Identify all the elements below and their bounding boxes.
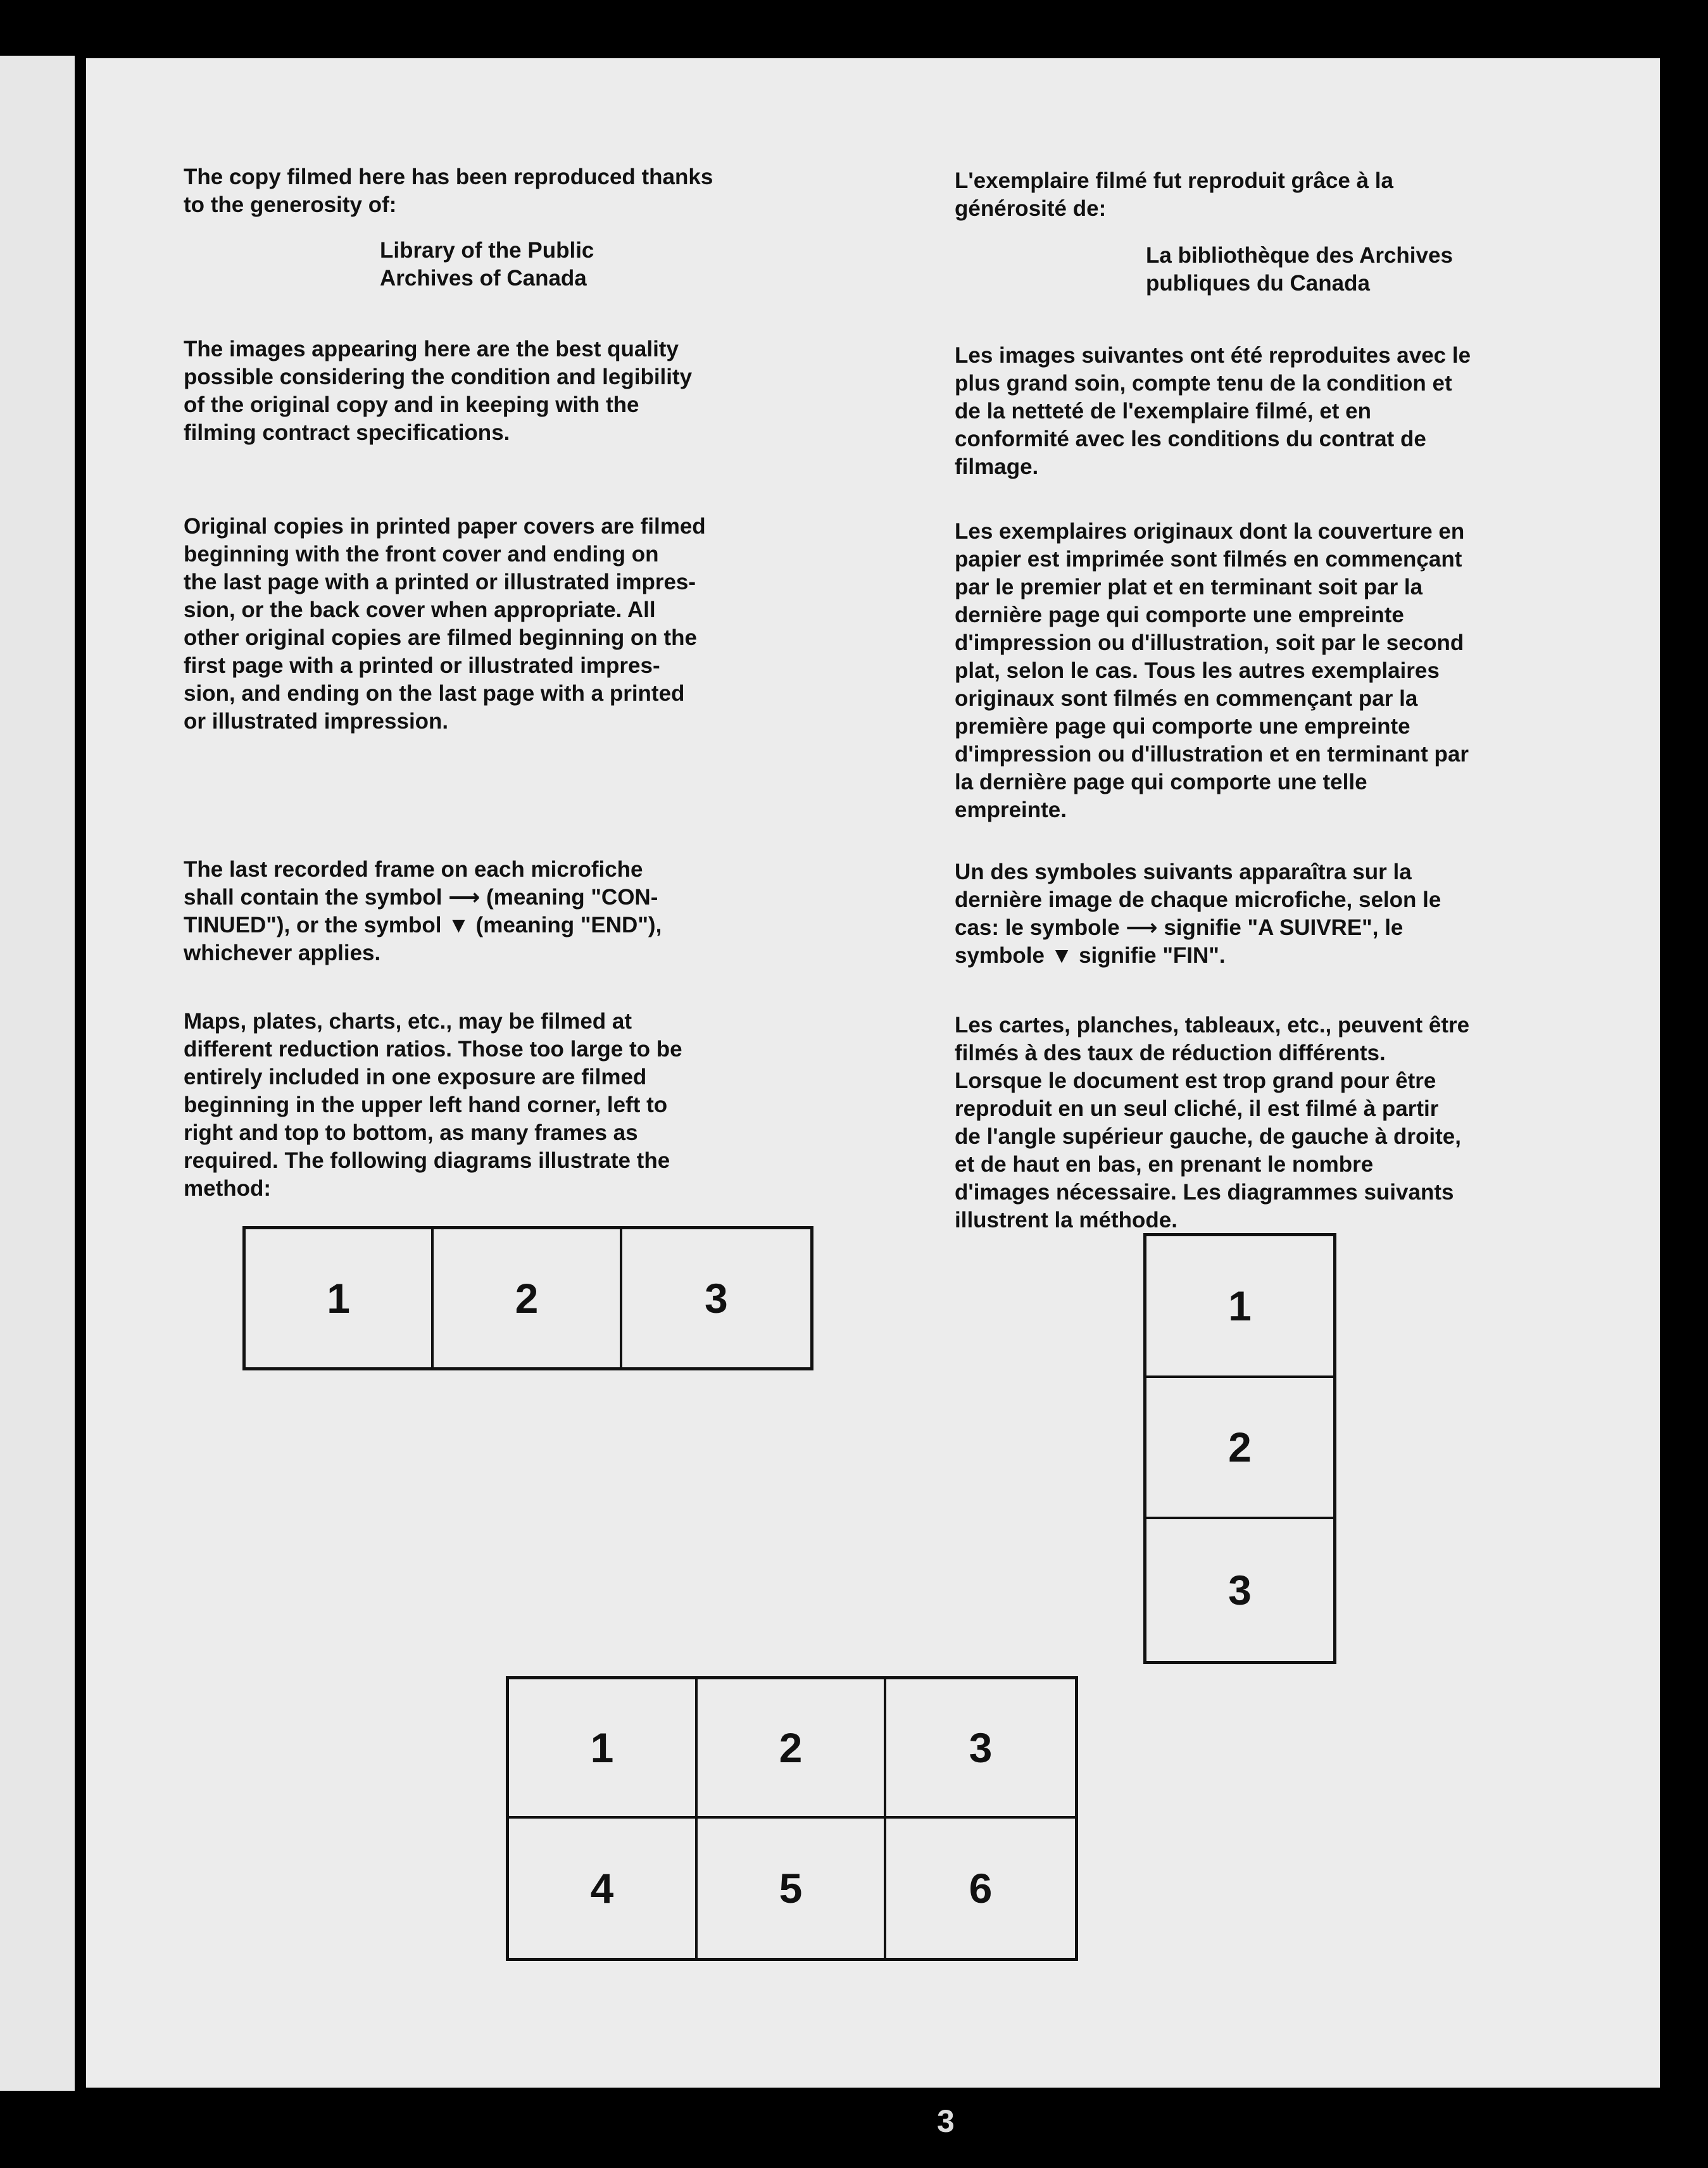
english-library: Library of the Public Archives of Canada (380, 238, 594, 291)
english-column (184, 163, 855, 219)
french-column (955, 167, 1626, 223)
french-originals-block (955, 518, 1638, 824)
adjacent-page-edge (0, 56, 75, 2091)
frame-cell: 1 (509, 1679, 698, 1819)
english-quality-paragraph: The images appearing here are the best quality possible considering the condition and legibility of the original copy and in keeping with the filming contract specifications. (184, 337, 693, 445)
english-symbols-paragraph: The last recorded frame on each microfiche shall contain the symbol ⟶ (meaning "CON- TINUED"), or the symbol ▼ (meaning "END"), whichever applies. (184, 857, 662, 965)
english-symbols-block (184, 856, 855, 967)
frame-cell: 3 (1228, 1567, 1252, 1614)
english-maps-block (184, 1008, 855, 1203)
frame-cell: 3 (704, 1275, 728, 1322)
french-maps-block (955, 1012, 1638, 1234)
french-symbols-block (955, 858, 1638, 970)
frame-cell: 2 (434, 1229, 622, 1367)
english-intro: The copy filmed here has been reproduced thanks to the generosity of: (184, 165, 713, 217)
frame-cell: 3 (886, 1679, 1075, 1819)
frame-cell: 6 (969, 1865, 993, 1912)
french-quality-paragraph: Les images suivantes ont été reproduites avec le plus grand soin, compte tenu de la condition et de la netteté de l'exemplaire filmé, et en conformité avec les conditions du contrat de filmage. (955, 343, 1471, 479)
french-intro: L'exemplaire filmé fut reproduit grâce à la générosité de: (955, 168, 1393, 221)
frame-cell: 1 (246, 1229, 434, 1367)
frame-cell: 1 (1146, 1236, 1333, 1378)
grid-frame-diagram (506, 1676, 1078, 1961)
english-originals-block (184, 513, 855, 736)
english-quality-block (184, 335, 855, 447)
french-quality-block (955, 342, 1638, 481)
french-symbols-paragraph: Un des symboles suivants apparaîtra sur la dernière image de chaque microfiche, selon le cas: le symbole ⟶ signifie "A SUIVRE", le symbole ▼ signifie "FIN". (955, 860, 1441, 968)
english-maps-paragraph: Maps, plates, charts, etc., may be filmed at different reduction ratios. Those too large to be entirely included in one exposure are filmed beginning in the upper left hand corner, left to right and top to bottom, as many frames as required. The following diagrams illustrate the method: (184, 1009, 682, 1201)
english-originals-paragraph: Original copies in printed paper covers are filmed beginning with the front cover and ending on the last page with a printed or illustrated impres- sion, or the back cover when appropriate. All other original copies are filmed beginning on the first page with a printed or illustrated impres- sion, and ending on the last page with a printed or illustrated impression. (184, 514, 706, 734)
vertical-frame-diagram (1143, 1233, 1336, 1664)
french-originals-paragraph: Les exemplaires originaux dont la couverture en papier est imprimée sont filmés en commençant par le premier plat et en terminant soit par la dernière page qui comporte une empreinte d'impression ou d'illustration, soit par le second plat, selon le cas. Tous les autres exemplaires originaux sont filmés en commençant par la première page qui comporte une empreinte d'impression ou d'illustration et en terminant par la dernière page qui comporte une telle empreinte. (955, 519, 1469, 822)
page-mark: 3 (937, 2103, 955, 2139)
french-maps-paragraph: Les cartes, planches, tableaux, etc., peuvent être filmés à des taux de réduction différents. Lorsque le document est trop grand pour être reproduit en un seul cliché, il est filmé à partir de l'angle supérieur gauche, de gauche à droite, et de haut en bas, en prenant le nombre d'images nécessaire. Les diagrammes suivants illustrent la méthode. (955, 1013, 1470, 1232)
horizontal-frame-diagram (242, 1226, 813, 1370)
frame-cell: 4 (509, 1819, 698, 1958)
frame-cell: 2 (1146, 1378, 1333, 1520)
french-library: La bibliothèque des Archives publiques du Canada (1146, 243, 1453, 296)
frame-cell: 2 (698, 1679, 886, 1819)
frame-cell: 5 (698, 1819, 886, 1958)
